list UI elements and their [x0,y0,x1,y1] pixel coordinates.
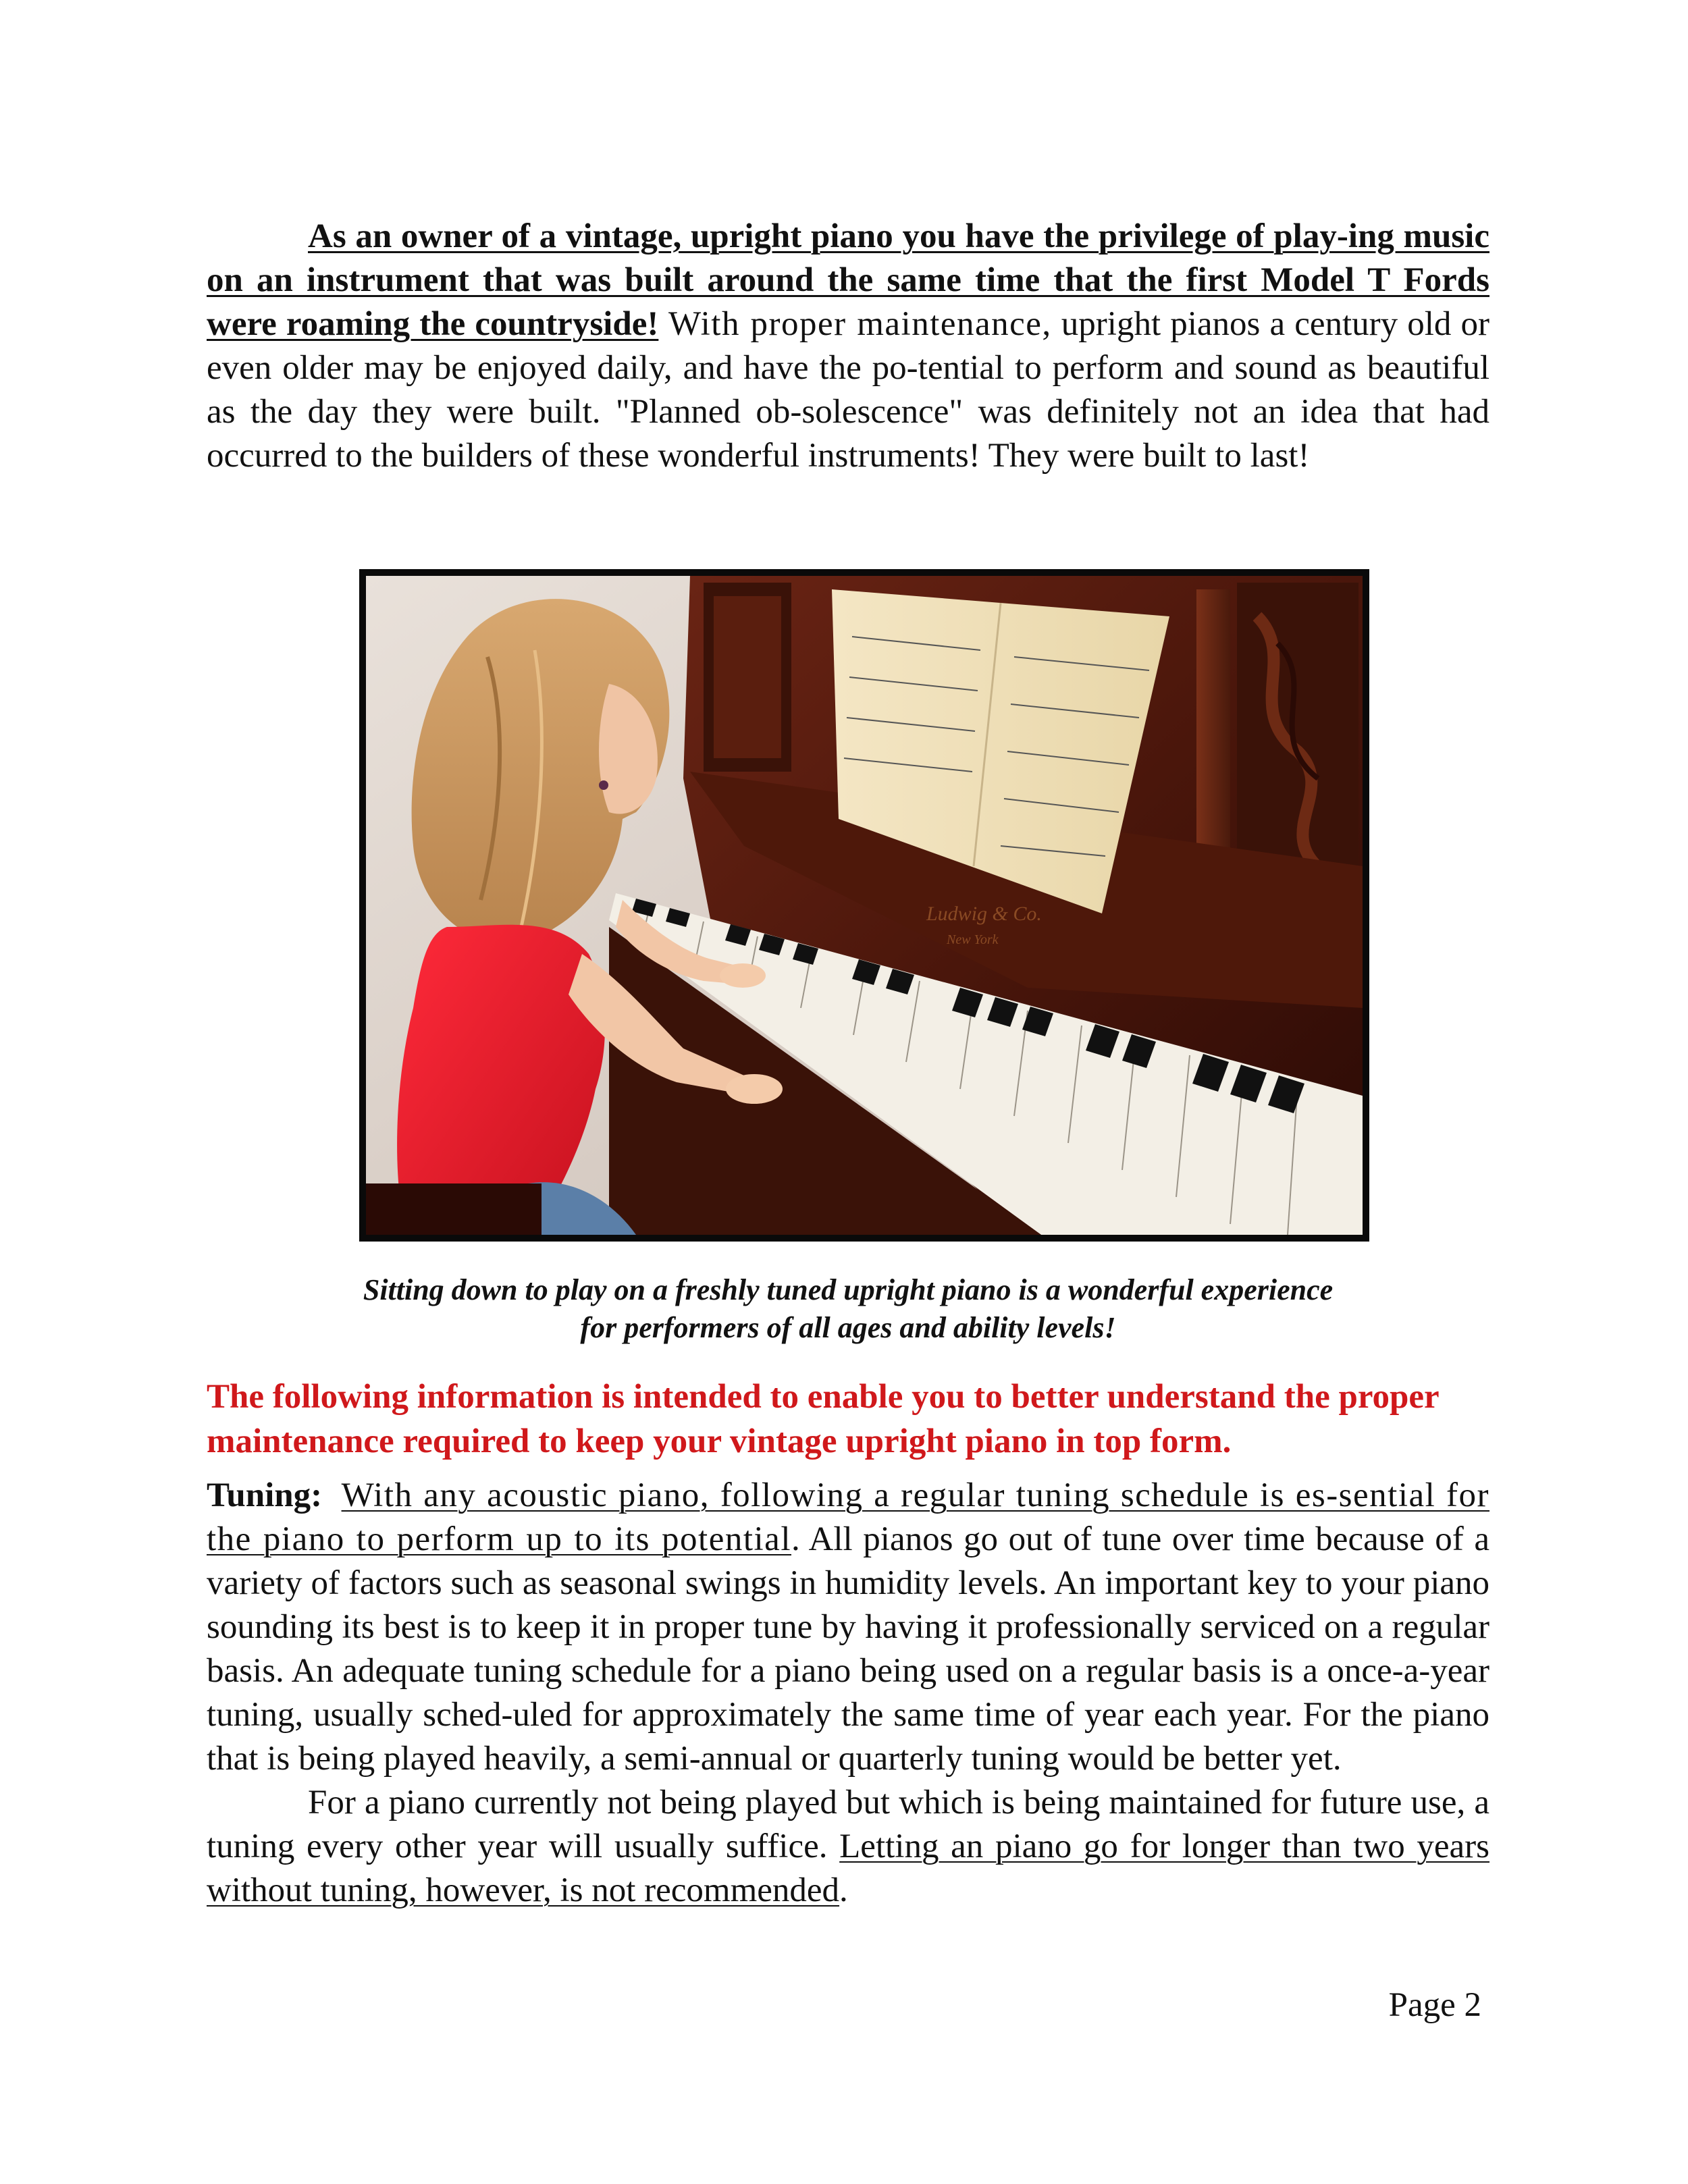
photo-caption [207,1271,1489,1347]
girl-playing-piano-photo [366,576,1363,1235]
maintenance-notice: The following information is intended to enable you to better understand the proper maintenance required to keep your vintage upright piano in top form. [207,1378,1439,1460]
intro-paragraph [207,215,1489,478]
tuning-underlined: With any acoustic piano, following a regular tuning schedule is es-sential for the piano to perform up to its potential [207,1476,1490,1558]
tuning-second-text: For a piano currently not being played but which is being maintained for future use, a tuning every other year will usually suffice. [207,1784,1489,1865]
tuning-second-underlined: Letting an piano go for longer than two years without tuning, however, is not recommended [207,1828,1490,1909]
intro-section [207,215,1489,478]
tuning-section [207,1474,1489,1913]
piano-photo-frame [359,569,1369,1242]
tuning-second-end: . [839,1871,848,1909]
tuning-second-paragraph [207,1781,1489,1913]
tuning-label: Tuning: [207,1476,323,1514]
tuning-paragraph [207,1474,1489,1781]
caption-line-2: for performers of all ages and ability levels! [580,1311,1116,1344]
intro-rest: upright pianos a century old or even older may be enjoyed daily, and have the po-tential to perform and sound as beautiful as the day they were built. "Planned ob-solescence" was definitely not an idea that had occurred to the builders of these wonderful instruments! They were built to last! [207,305,1489,475]
piano-brand: Ludwig & Co. [926,903,1042,925]
page-number: Page 2 [1388,1986,1481,2024]
intro-lead: As an owner of a vintage, upright piano you have the privilege of play-ing music on an instrument that was built around the same time that the first Model T Fords were roaming the countryside! [207,217,1489,343]
intro-spaced: With proper maintenance, [658,305,1052,343]
caption-line-1: Sitting down to play on a freshly tuned upright piano is a wonderful experience [363,1273,1334,1306]
piano-city: New York [947,932,999,947]
tuning-body: . All pianos go out of tune over time because of a variety of factors such as seasonal swings in humidity levels. An important key to your piano sounding its best is to keep it in proper tune by having it professionally serviced on a regular basis. An adequate tuning schedule for a piano being used on a regular basis is a once-a-year tuning, usually sched-uled for approximately the same time of year each year. For the piano that is being played heavily, a semi-annual or quarterly tuning would be better yet. [207,1520,1490,1778]
